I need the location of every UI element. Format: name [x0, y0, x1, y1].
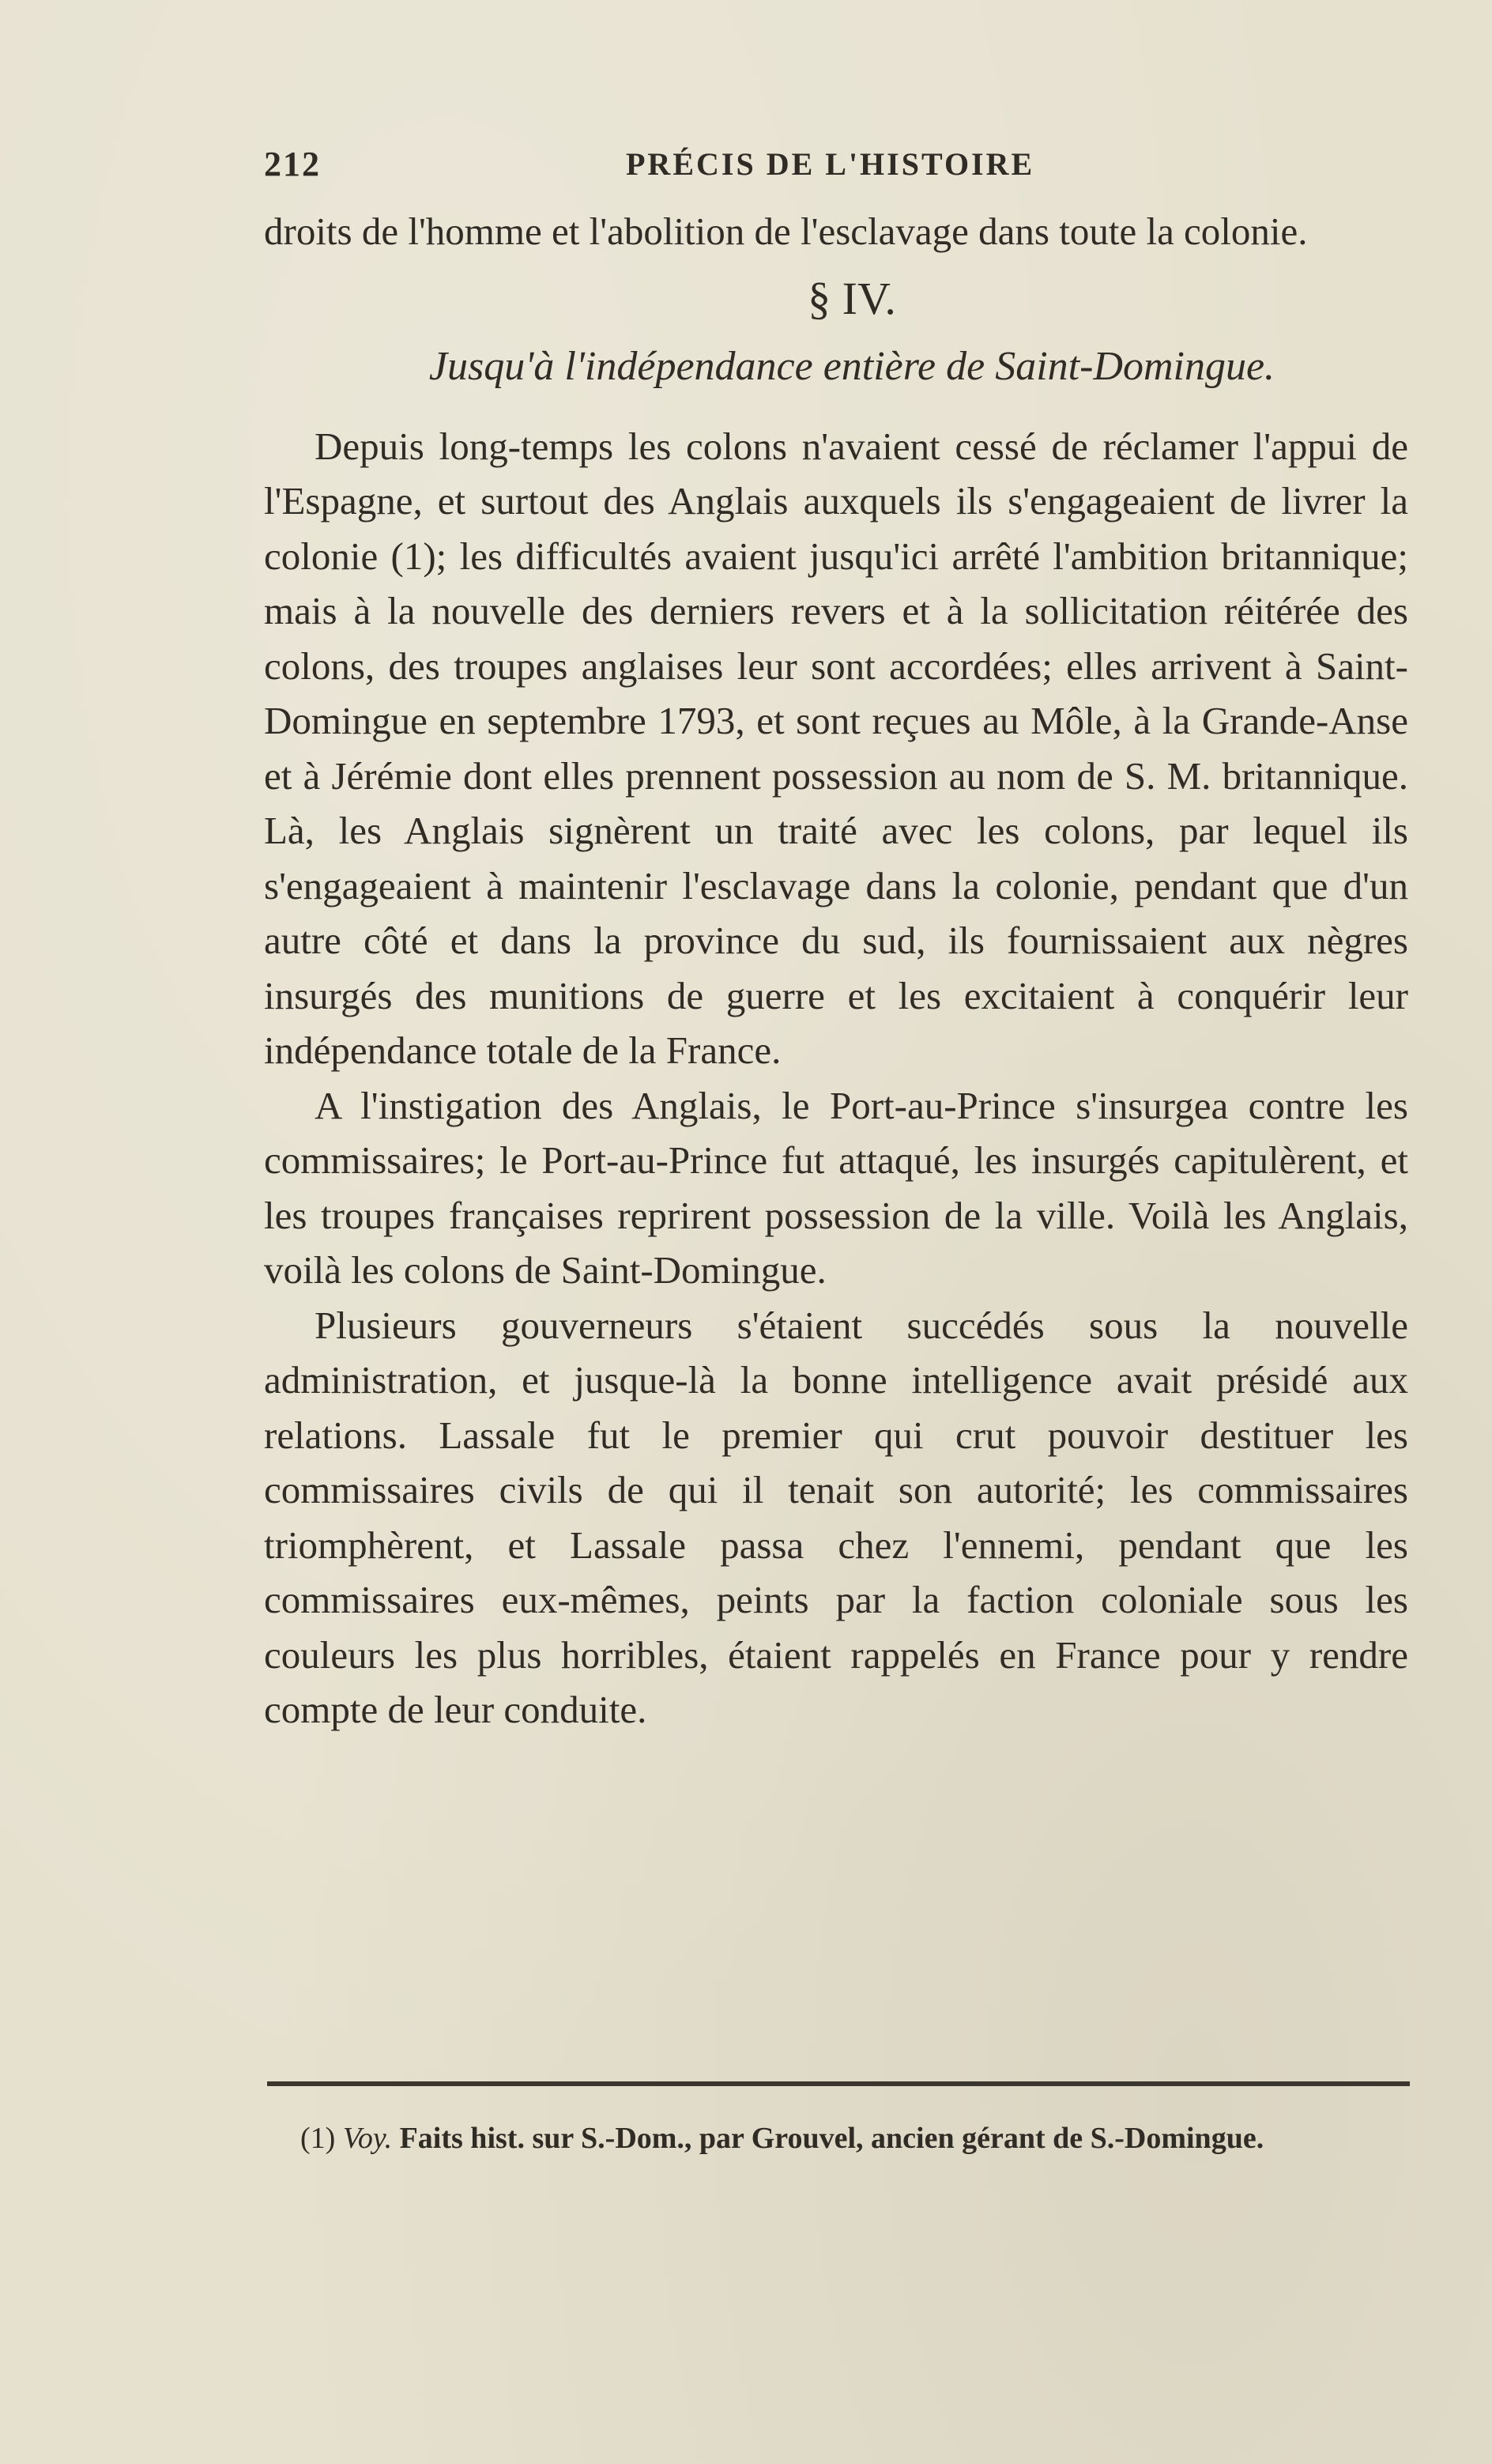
footnote-text: Faits hist. sur S.-Dom., par Grouvel, ancien gérant de S.-Domingue. [399, 2122, 1264, 2155]
footnote [300, 2119, 1264, 2158]
page-header [264, 144, 1408, 191]
continuation-paragraph: droits de l'homme et l'abolition de l'esclavage dans toute la colonie. [264, 209, 1308, 253]
footnote-abbreviation: Voy. [342, 2122, 393, 2155]
paragraph: Plusieurs gouverneurs s'étaient succédés sous la nouvelle administration, et jusque-là la bonne intelligence avait présidé aux relations. Lassale fut le premier qui crut pouvoir destituer les commissaires civils de qui il tenait son autorité; les commissaires triomphèrent, et Lassale passa chez l'ennemi, pendant que les commissaires eux-mêmes, peints par la faction coloniale sous les couleurs les plus horribles, étaient rappelés en France pour y rendre compte de leur conduite. [264, 1303, 1408, 1731]
footnote-divider [267, 2081, 1410, 2086]
section-subtitle: Jusqu'à l'indépendance entière de Saint-Domingue. [428, 343, 1275, 389]
paragraph: Depuis long-temps les colons n'avaient cessé de réclamer l'appui de l'Espagne, et surtout des Anglais auxquels ils s'engageaient de livrer la colonie (1); les difficultés avaient jusqu'ici arrêté l'ambition britannique; mais à la nouvelle des derniers revers et à la sollicitation réitérée des colons, des troupes anglaises leur sont accordées; elles arrivent à Saint-Domingue en septembre 1793, et sont reçues au Môle, à la Grande-Anse et à Jérémie dont elles prennent possession au nom de S. M. britannique. Là, les Anglais signèrent un traité avec les colons, par lequel ils s'engageaient à maintenir l'esclavage dans la colonie, pendant que d'un autre côté et dans la province du sud, ils fournissaient aux nègres insurgés des munitions de guerre et les excitaient à conquérir leur indépendance totale de la France. [264, 424, 1408, 1072]
section-number: § IV. [808, 272, 896, 324]
footnote-marker: (1) [300, 2122, 336, 2155]
page-number: 212 [264, 145, 321, 183]
paragraph: A l'instigation des Anglais, le Port-au-Prince s'insurgea contre les commissaires; le Port-au-Prince fut attaqué, les insurgés capitulèrent, et les troupes françaises reprirent possession de la ville. Voilà les Anglais, voilà les colons de Saint-Domingue. [264, 1083, 1408, 1292]
main-text [264, 204, 1408, 1738]
running-title: PRÉCIS DE L'HISTOIRE [626, 146, 1035, 182]
